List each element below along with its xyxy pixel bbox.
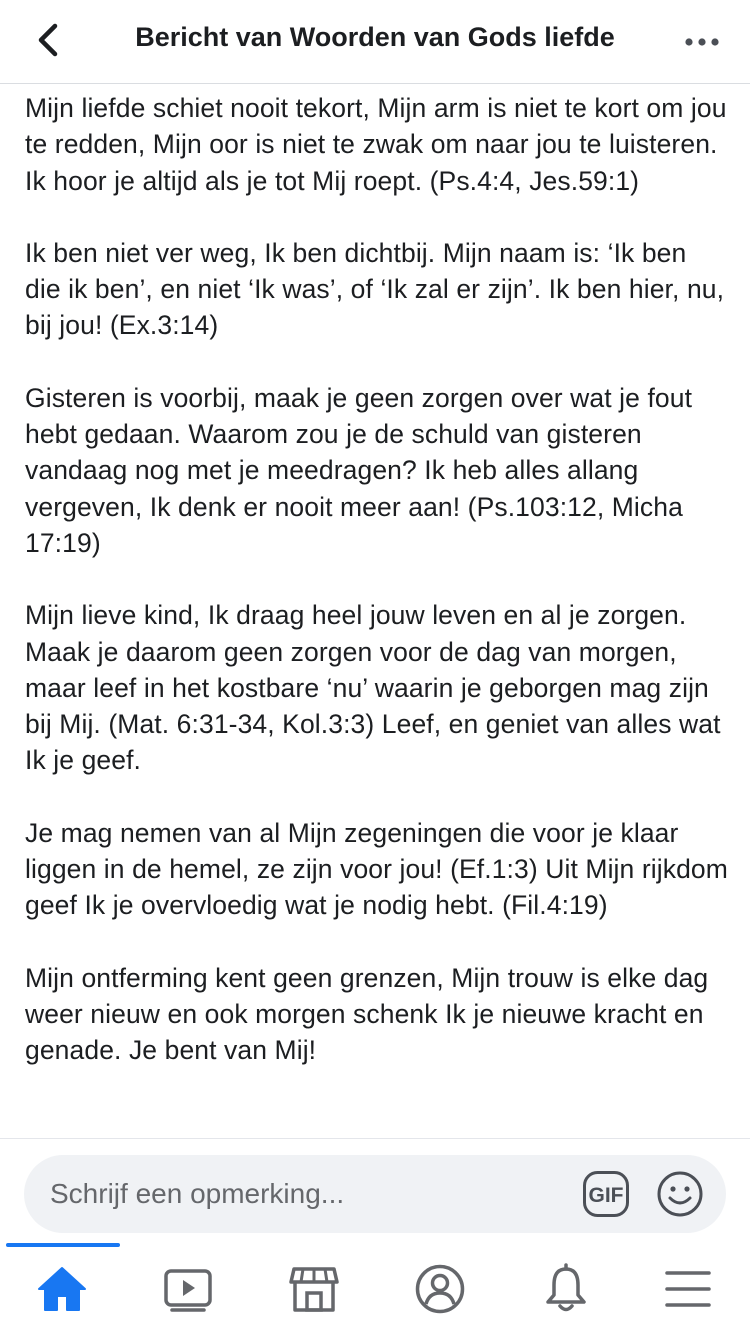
tab-home[interactable] <box>32 1259 92 1319</box>
menu-icon <box>662 1263 714 1315</box>
divider <box>0 1138 750 1139</box>
tab-notifications[interactable] <box>536 1259 596 1319</box>
video-icon <box>162 1263 214 1315</box>
bottom-tab-bar <box>0 1243 750 1333</box>
emoji-button[interactable] <box>656 1170 704 1218</box>
marketplace-icon <box>288 1263 340 1315</box>
chevron-left-icon <box>36 23 60 57</box>
active-tab-indicator <box>6 1243 120 1247</box>
post-paragraph: Mijn lieve kind, Ik draag heel jouw leven en al je zorgen. Maak je daarom geen zorgen voor de dag van morgen, maar leef in het kostbare ‘nu’ waarin je geborgen mag zijn bij Mij. (Mat. 6:31-34, Kol.3:3) Leef, en geniet van alles wat Ik je geef. <box>25 600 721 776</box>
tab-marketplace[interactable] <box>284 1259 344 1319</box>
post-paragraph: Ik ben niet ver weg, Ik ben dichtbij. Mijn naam is: ‘Ik ben die ik ben’, en niet ‘Ik was’, of ‘Ik zal er zijn’. Ik ben hier, nu, bij jou! (Ex.3:14) <box>25 237 725 341</box>
back-button[interactable] <box>28 20 68 60</box>
profile-icon <box>414 1263 466 1315</box>
comment-bar <box>24 1155 726 1233</box>
tab-menu[interactable] <box>658 1259 718 1319</box>
smiley-icon <box>656 1170 704 1218</box>
home-icon <box>36 1263 88 1315</box>
more-horizontal-icon <box>684 37 720 47</box>
post-paragraph: Gisteren is voorbij, maak je geen zorgen over wat je fout hebt gedaan. Waarom zou je de schuld van gisteren vandaag nog met je meedragen? Ik heb alles allang vergeven, Ik denk er nooit meer aan! (Ps.103:12, Micha 17:19) <box>25 382 693 558</box>
gif-label: GIF <box>588 1184 624 1207</box>
gif-button[interactable] <box>582 1170 630 1218</box>
bell-icon <box>540 1263 592 1315</box>
post-header <box>0 0 750 84</box>
more-options-button[interactable] <box>682 22 722 62</box>
comment-input[interactable] <box>50 1171 570 1217</box>
gif-icon <box>582 1170 630 1218</box>
post-paragraph: Mijn liefde schiet nooit tekort, Mijn arm is niet te kort om jou te redden, Mijn oor is niet te zwak om naar jou te luisteren. Ik hoor je altijd als je tot Mij roept. (Ps.4:4, Jes.59:1) <box>25 93 727 196</box>
post-paragraph: Mijn ontferming kent geen grenzen, Mijn trouw is elke dag weer nieuw en ook morgen schenk Ik je nieuwe kracht en genade. Je bent van Mij! <box>25 962 709 1066</box>
tab-video[interactable] <box>158 1259 218 1319</box>
post-body <box>0 84 750 1138</box>
tab-profile[interactable] <box>410 1259 470 1319</box>
page-title: Bericht van Woorden van Gods liefde <box>135 22 615 52</box>
post-paragraph: Je mag nemen van al Mijn zegeningen die voor je klaar liggen in de hemel, ze zijn voor jou! (Ef.1:3) Uit Mijn rijkdom geef Ik je overvloedig wat je nodig hebt. (Fil.4:19) <box>25 817 728 921</box>
